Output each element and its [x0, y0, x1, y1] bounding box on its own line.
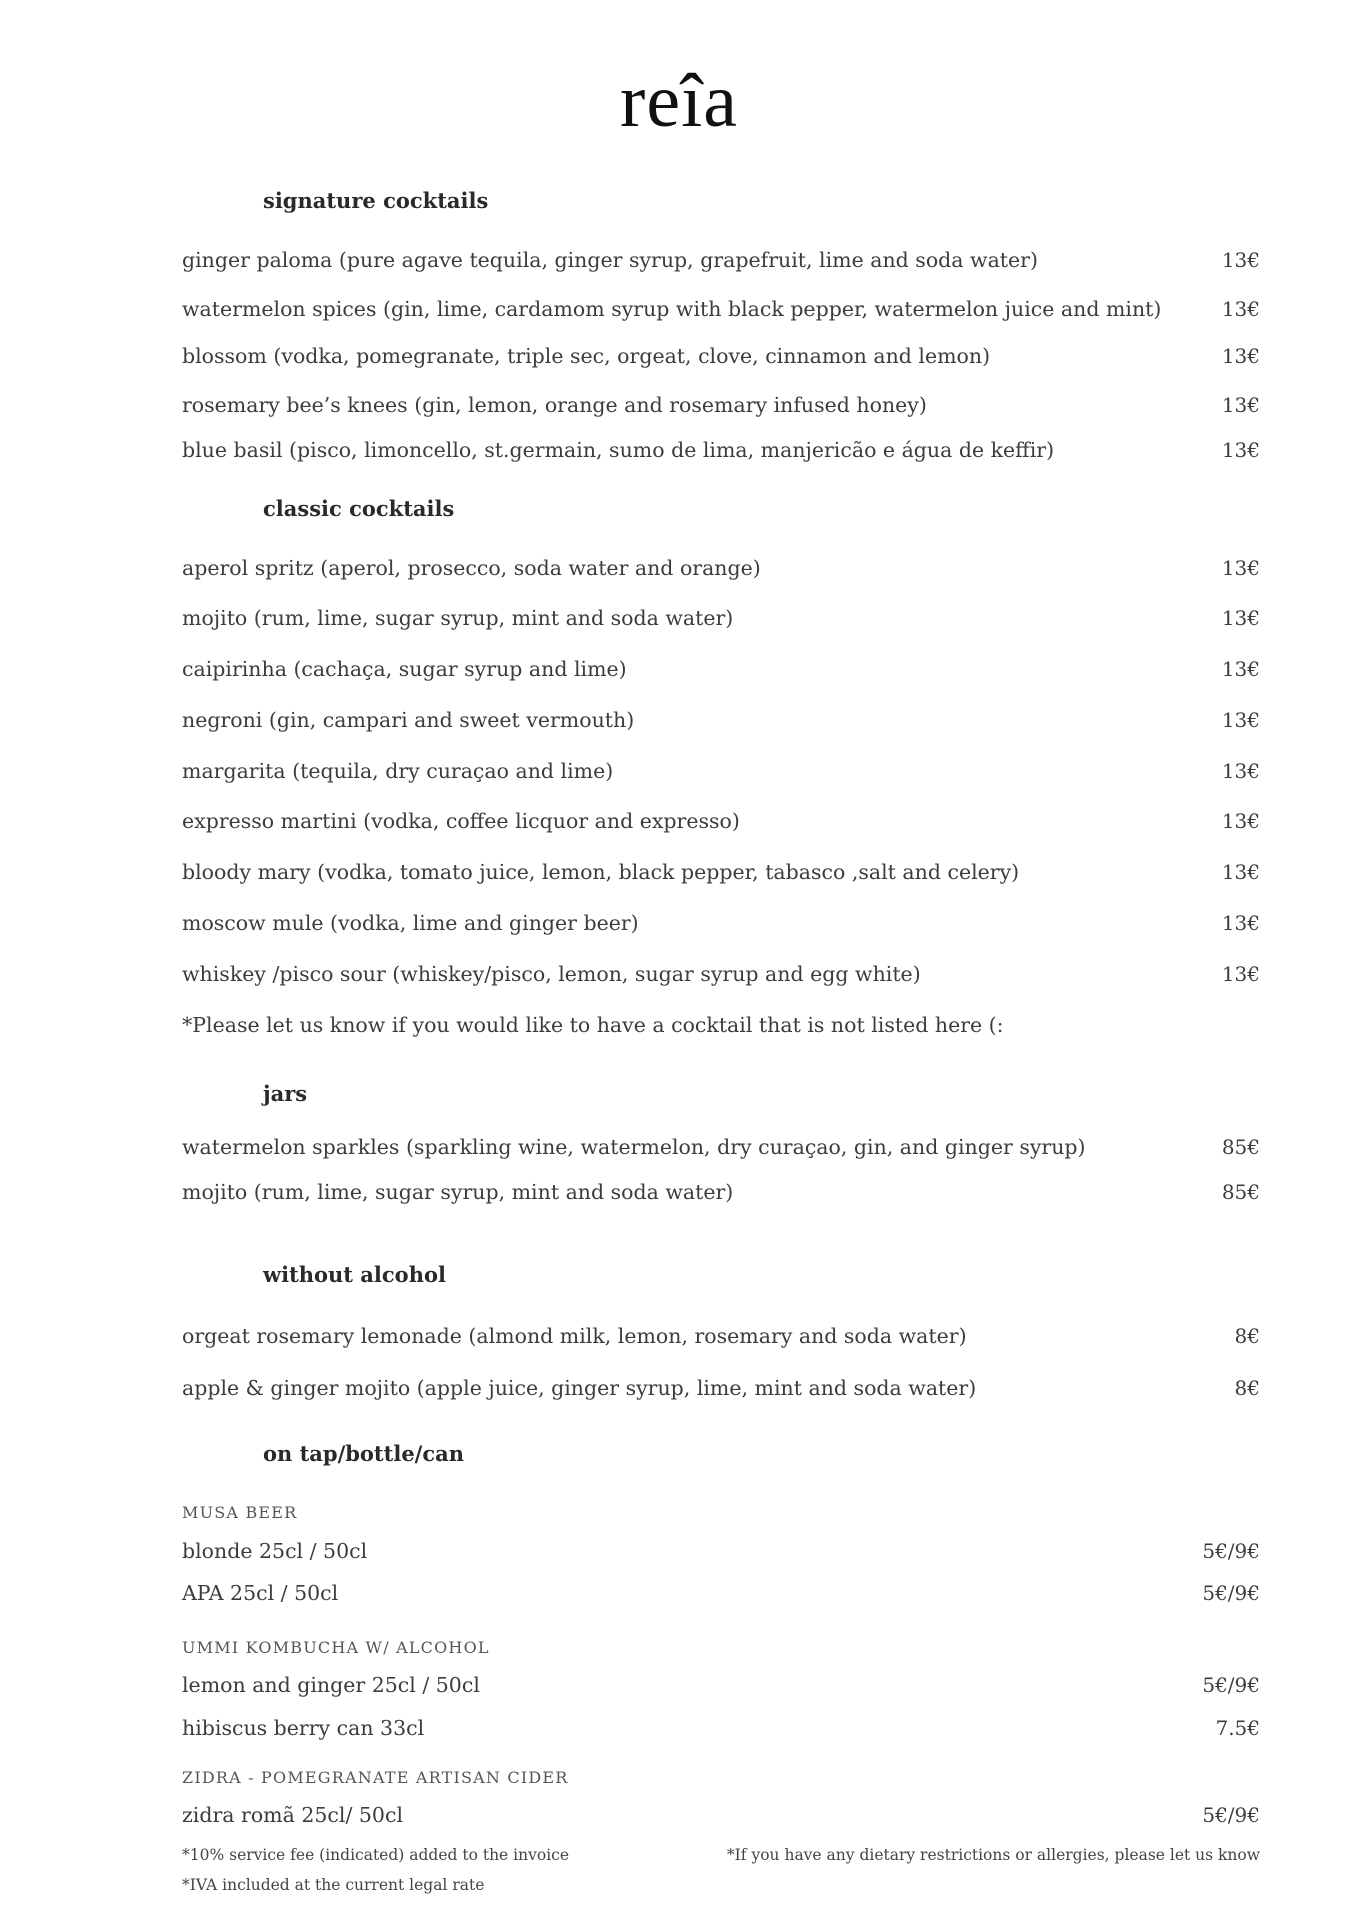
item-name: margarita (tequila, dry curaçao and lime)	[182, 759, 614, 783]
item-name: ginger paloma (pure agave tequila, ginger syrup, grapefruit, lime and soda water)	[182, 248, 1038, 272]
item-name: moscow mule (vodka, lime and ginger beer)	[182, 911, 639, 935]
item-name: watermelon spices (gin, lime, cardamom syrup with black pepper, watermelon juice and mint)	[182, 297, 1162, 321]
menu-item	[182, 438, 1260, 462]
menu-item	[182, 297, 1260, 321]
item-name: expresso martini (vodka, coffee licquor and expresso)	[182, 809, 740, 833]
item-price: 13€	[1221, 393, 1260, 417]
item-price: 8€	[1234, 1376, 1260, 1400]
menu-item	[182, 1135, 1260, 1159]
item-price: 13€	[1221, 344, 1260, 368]
service-fee-note: *10% service fee (indicated) added to the invoice	[182, 1846, 570, 1864]
menu-item	[182, 1180, 1260, 1204]
section-title-signature: signature cocktails	[263, 188, 489, 213]
item-price: 13€	[1221, 860, 1260, 884]
item-name: apple & ginger mojito (apple juice, ginger syrup, lime, mint and soda water)	[182, 1376, 977, 1400]
menu-item	[182, 1581, 1260, 1605]
menu-item	[182, 759, 1260, 783]
item-price: 8€	[1234, 1324, 1260, 1348]
item-name: whiskey /pisco sour (whiskey/pisco, lemon, sugar syrup and egg white)	[182, 962, 921, 986]
item-name: watermelon sparkles (sparkling wine, watermelon, dry curaçao, gin, and ginger syrup)	[182, 1135, 1086, 1159]
item-price: 13€	[1221, 438, 1260, 462]
menu-item	[182, 248, 1260, 272]
item-name: blonde 25cl / 50cl	[182, 1539, 368, 1563]
section-title-classic: classic cocktails	[263, 496, 455, 521]
item-price: 5€/9€	[1202, 1673, 1260, 1697]
item-name: zidra romã 25cl/ 50cl	[182, 1803, 404, 1827]
item-price: 7.5€	[1215, 1716, 1260, 1740]
menu-item	[182, 1539, 1260, 1563]
item-name: blossom (vodka, pomegranate, triple sec, orgeat, clove, cinnamon and lemon)	[182, 344, 991, 368]
item-price: 5€/9€	[1202, 1539, 1260, 1563]
item-name: rosemary bee’s knees (gin, lemon, orange and rosemary infused honey)	[182, 393, 927, 417]
item-price: 13€	[1221, 911, 1260, 935]
item-price: 13€	[1221, 297, 1260, 321]
menu-item	[182, 708, 1260, 732]
item-name: mojito (rum, lime, sugar syrup, mint and soda water)	[182, 1180, 734, 1204]
item-name: hibiscus berry can 33cl	[182, 1716, 425, 1740]
logo: reîa	[620, 59, 738, 143]
cocktail-request-note: *Please let us know if you would like to have a cocktail that is not listed here (:	[182, 1013, 1004, 1037]
menu-item	[182, 911, 1260, 935]
menu-item	[182, 962, 1260, 986]
menu-item	[182, 657, 1260, 681]
item-price: 13€	[1221, 248, 1260, 272]
item-price: 85€	[1221, 1135, 1260, 1159]
item-price: 5€/9€	[1202, 1803, 1260, 1827]
item-name: blue basil (pisco, limoncello, st.germain, sumo de lima, manjericão e água de keffir)	[182, 438, 1055, 462]
item-price: 13€	[1221, 556, 1260, 580]
menu-item	[182, 809, 1260, 833]
item-price: 13€	[1221, 962, 1260, 986]
item-price: 85€	[1221, 1180, 1260, 1204]
item-name: negroni (gin, campari and sweet vermouth)	[182, 708, 635, 732]
section-title-jars: jars	[263, 1081, 308, 1106]
section-title-on-tap: on tap/bottle/can	[263, 1441, 465, 1466]
item-name: mojito (rum, lime, sugar syrup, mint and soda water)	[182, 606, 734, 630]
item-price: 5€/9€	[1202, 1581, 1260, 1605]
item-name: caipirinha (cachaça, sugar syrup and lime)	[182, 657, 627, 681]
iva-note: *IVA included at the current legal rate	[182, 1876, 485, 1894]
item-price: 13€	[1221, 606, 1260, 630]
item-price: 13€	[1221, 657, 1260, 681]
item-name: aperol spritz (aperol, prosecco, soda water and orange)	[182, 556, 761, 580]
menu-item	[182, 1376, 1260, 1400]
item-name: bloody mary (vodka, tomato juice, lemon, black pepper, tabasco ,salt and celery)	[182, 860, 1020, 884]
menu-item	[182, 606, 1260, 630]
brand-label: MUSA BEER	[182, 1503, 298, 1522]
menu-item	[182, 1673, 1260, 1697]
menu-item	[182, 860, 1260, 884]
section-title-without-alcohol: without alcohol	[263, 1262, 446, 1287]
menu-item	[182, 344, 1260, 368]
item-price: 13€	[1221, 759, 1260, 783]
item-name: orgeat rosemary lemonade (almond milk, lemon, rosemary and soda water)	[182, 1324, 967, 1348]
menu-item	[182, 556, 1260, 580]
menu-item	[182, 1324, 1260, 1348]
menu-item	[182, 1803, 1260, 1827]
menu-item	[182, 393, 1260, 417]
menu-item	[182, 1716, 1260, 1740]
dietary-note: *If you have any dietary restrictions or allergies, please let us know	[726, 1846, 1260, 1864]
brand-label: ZIDRA - POMEGRANATE ARTISAN CIDER	[182, 1768, 569, 1787]
item-name: lemon and ginger 25cl / 50cl	[182, 1673, 480, 1697]
item-name: APA 25cl / 50cl	[182, 1581, 339, 1605]
brand-label: UMMI KOMBUCHA W/ ALCOHOL	[182, 1638, 490, 1657]
item-price: 13€	[1221, 809, 1260, 833]
item-price: 13€	[1221, 708, 1260, 732]
